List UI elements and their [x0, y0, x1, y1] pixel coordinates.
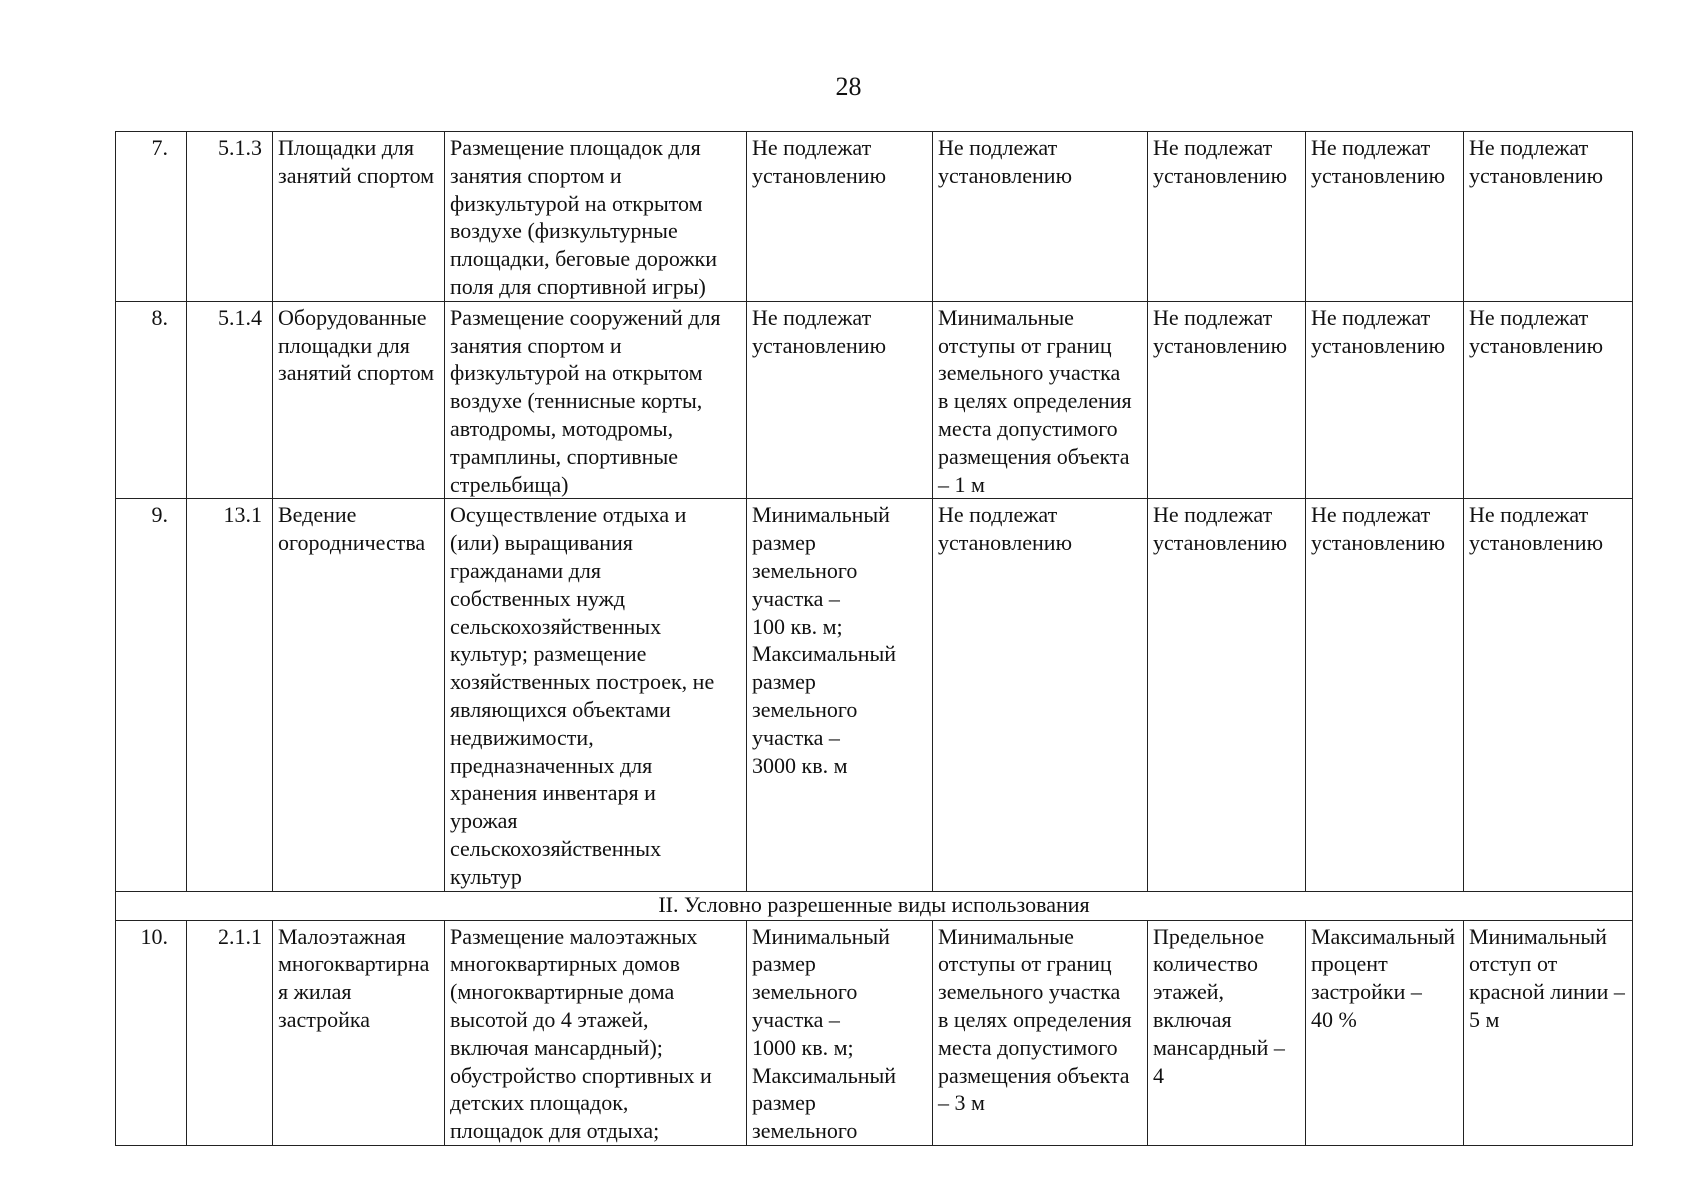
setback-cell	[933, 301, 1148, 499]
cell-line: Не подлежат	[1469, 135, 1589, 160]
setback-cell	[933, 920, 1148, 1145]
cell-line: Не подлежат	[1153, 135, 1273, 160]
cell-line: Не подлежат	[1153, 304, 1273, 330]
cell-line: Минимальный	[752, 502, 890, 528]
cell-line: размер	[752, 951, 816, 977]
cell-line: гражданами для	[450, 557, 601, 583]
cell-line: установлению	[752, 332, 887, 358]
regulations-table	[115, 131, 1633, 1146]
cell-line: земельного участка	[938, 360, 1121, 386]
cell-line: Не подлежат	[752, 304, 872, 330]
plot-size-cell	[747, 920, 933, 1145]
cell-line: установлению	[1311, 332, 1446, 358]
cell-line: установлению	[1153, 530, 1288, 556]
cell-line: Минимальные	[938, 923, 1074, 949]
code-cell: 2.1.1	[187, 920, 273, 1145]
cell-line: отступы от границ	[938, 332, 1112, 358]
cell-line: предназначенных для	[450, 752, 653, 778]
cell-line: занятия спортом и	[450, 332, 622, 358]
cell-line: культур; размещение	[450, 641, 647, 667]
cell-line: отступ от	[1469, 951, 1558, 977]
code-cell: 13.1	[187, 499, 273, 891]
section-title: II. Условно разрешенные виды использования	[116, 891, 1633, 920]
cell-line: (многоквартирные дома	[450, 979, 675, 1005]
cell-line: занятий спортом	[278, 162, 435, 188]
row-number-cell: 8.	[116, 301, 187, 499]
floors-cell	[1148, 301, 1306, 499]
cell-line: установлению	[1311, 162, 1446, 188]
cell-line: участка –	[752, 724, 840, 750]
cell-line: Оборудованные	[278, 304, 427, 330]
use-description-cell	[445, 132, 747, 302]
cell-line: отступы от границ	[938, 951, 1112, 977]
cell-line: Минимальный	[752, 923, 890, 949]
setback-cell	[933, 132, 1148, 302]
cell-line: поля для спортивной игры)	[450, 273, 706, 299]
cell-line: площадок для отдыха;	[450, 1118, 660, 1144]
cell-line: земельного	[752, 979, 858, 1005]
cell-line: собственных нужд	[450, 585, 626, 611]
cell-line: земельного	[752, 557, 858, 583]
coverage-cell	[1306, 499, 1464, 891]
cell-line: места допустимого	[938, 415, 1118, 441]
table-row	[116, 920, 1633, 1145]
cell-line: Ведение	[278, 502, 357, 528]
cell-line: установлению	[1469, 530, 1604, 556]
cell-line: Площадки для	[278, 135, 415, 160]
red-line-setback-cell	[1464, 499, 1633, 891]
cell-line: урожая	[450, 808, 518, 834]
row-number-cell: 9.	[116, 499, 187, 891]
cell-line: занятия спортом и	[450, 162, 622, 188]
cell-line: воздухе (физкультурные	[450, 218, 678, 244]
cell-line: 4	[1153, 1062, 1164, 1088]
cell-line: Размещение сооружений для	[450, 304, 721, 330]
cell-line: установлению	[752, 162, 887, 188]
cell-line: количество	[1153, 951, 1259, 977]
use-name-cell	[273, 301, 445, 499]
cell-line: высотой до 4 этажей,	[450, 1006, 649, 1032]
cell-line: места допустимого	[938, 1034, 1118, 1060]
plot-size-cell	[747, 132, 933, 302]
cell-line: установлению	[1311, 530, 1446, 556]
use-description-cell	[445, 499, 747, 891]
use-name-cell	[273, 920, 445, 1145]
coverage-cell	[1306, 132, 1464, 302]
floors-cell	[1148, 499, 1306, 891]
cell-line: участка –	[752, 1006, 840, 1032]
table-row	[116, 301, 1633, 499]
cell-line: Размещение площадок для	[450, 135, 701, 160]
cell-line: физкультурой на открытом	[450, 360, 703, 386]
cell-line: сельскохозяйственных	[450, 613, 662, 639]
cell-line: включая мансардный);	[450, 1034, 663, 1060]
cell-line: я жилая	[278, 979, 352, 1005]
plot-size-cell	[747, 301, 933, 499]
cell-line: автодромы, мотодромы,	[450, 415, 674, 441]
cell-line: воздухе (теннисные корты,	[450, 388, 703, 414]
cell-line: в целях определения	[938, 388, 1132, 414]
cell-line: установлению	[938, 530, 1073, 556]
cell-line: стрельбища)	[450, 471, 569, 497]
cell-line: размещения объекта	[938, 1062, 1130, 1088]
cell-line: 100 кв. м;	[752, 613, 843, 639]
cell-line: установлению	[1153, 332, 1288, 358]
cell-line: детских площадок,	[450, 1090, 629, 1116]
cell-line: огородничества	[278, 530, 426, 556]
cell-line: 1000 кв. м;	[752, 1034, 854, 1060]
cell-line: трамплины, спортивные	[450, 443, 678, 469]
cell-line: земельного участка	[938, 979, 1121, 1005]
cell-line: хозяйственных построек, не	[450, 669, 715, 695]
cell-line: 3000 кв. м	[752, 752, 848, 778]
red-line-setback-cell	[1464, 920, 1633, 1145]
cell-line: являющихся объектами	[450, 696, 671, 722]
cell-line: площадки для	[278, 332, 410, 358]
page-number: 28	[835, 72, 862, 101]
cell-line: установлению	[1153, 162, 1288, 188]
cell-line: Малоэтажная	[278, 923, 406, 949]
code-cell: 5.1.4	[187, 301, 273, 499]
cell-line: Не подлежат	[1311, 135, 1431, 160]
cell-line: Не подлежат	[1311, 304, 1431, 330]
cell-line: занятий спортом	[278, 360, 435, 386]
cell-line: размещения объекта	[938, 443, 1130, 469]
cell-line: 40 %	[1311, 1006, 1357, 1032]
cell-line: размер	[752, 669, 816, 695]
cell-line: земельного	[752, 696, 858, 722]
cell-line: недвижимости,	[450, 724, 594, 750]
row-number-cell: 7.	[116, 132, 187, 302]
cell-line: 5 м	[1469, 1006, 1500, 1032]
cell-line: размер	[752, 1090, 816, 1116]
use-name-cell	[273, 499, 445, 891]
cell-line: площадки, беговые дорожки	[450, 246, 717, 272]
cell-line: культур	[450, 863, 522, 889]
cell-line: участка –	[752, 585, 840, 611]
cell-line: мансардный –	[1153, 1034, 1285, 1060]
coverage-cell	[1306, 301, 1464, 499]
floors-cell	[1148, 920, 1306, 1145]
cell-line: Предельное	[1153, 923, 1265, 949]
table-row	[116, 132, 1633, 302]
cell-line: Минимальные	[938, 304, 1074, 330]
use-name-cell	[273, 132, 445, 302]
section-row	[116, 891, 1633, 920]
coverage-cell	[1306, 920, 1464, 1145]
cell-line: Не подлежат	[1311, 502, 1431, 528]
cell-line: физкультурой на открытом	[450, 190, 703, 216]
cell-line: многоквартирна	[278, 951, 430, 977]
cell-line: Максимальный	[1311, 923, 1456, 949]
cell-line: Не подлежат	[1469, 502, 1589, 528]
cell-line: Не подлежат	[938, 502, 1058, 528]
cell-line: Минимальный	[1469, 923, 1607, 949]
cell-line: размер	[752, 530, 816, 556]
use-description-cell	[445, 920, 747, 1145]
cell-line: Максимальный	[752, 641, 897, 667]
cell-line: процент	[1311, 951, 1388, 977]
plot-size-cell	[747, 499, 933, 891]
cell-line: – 3 м	[938, 1090, 985, 1116]
cell-line: Осуществление отдыха и	[450, 502, 687, 528]
cell-line: в целях определения	[938, 1006, 1132, 1032]
cell-line: установлению	[938, 162, 1073, 188]
cell-line: Не подлежат	[752, 135, 872, 160]
cell-line: застройки –	[1311, 979, 1422, 1005]
cell-line: красной линии –	[1469, 979, 1625, 1005]
cell-line: установлению	[1469, 332, 1604, 358]
code-cell: 5.1.3	[187, 132, 273, 302]
red-line-setback-cell	[1464, 132, 1633, 302]
cell-line: – 1 м	[938, 471, 985, 497]
row-number-cell: 10.	[116, 920, 187, 1145]
cell-line: застройка	[278, 1006, 370, 1032]
floors-cell	[1148, 132, 1306, 302]
setback-cell	[933, 499, 1148, 891]
cell-line: Максимальный	[752, 1062, 897, 1088]
cell-line: установлению	[1469, 162, 1604, 188]
cell-line: земельного	[752, 1118, 858, 1144]
cell-line: включая	[1153, 1006, 1232, 1032]
cell-line: обустройство спортивных и	[450, 1062, 712, 1088]
red-line-setback-cell	[1464, 301, 1633, 499]
cell-line: этажей,	[1153, 979, 1225, 1005]
cell-line: Не подлежат	[1469, 304, 1589, 330]
cell-line: сельскохозяйственных	[450, 835, 662, 861]
cell-line: Размещение малоэтажных	[450, 923, 698, 949]
use-description-cell	[445, 301, 747, 499]
table-body	[116, 132, 1633, 1146]
cell-line: хранения инвентаря и	[450, 780, 656, 806]
cell-line: (или) выращивания	[450, 530, 633, 556]
table-row	[116, 499, 1633, 891]
cell-line: многоквартирных домов	[450, 951, 680, 977]
cell-line: Не подлежат	[1153, 502, 1273, 528]
cell-line: Не подлежат	[938, 135, 1058, 160]
